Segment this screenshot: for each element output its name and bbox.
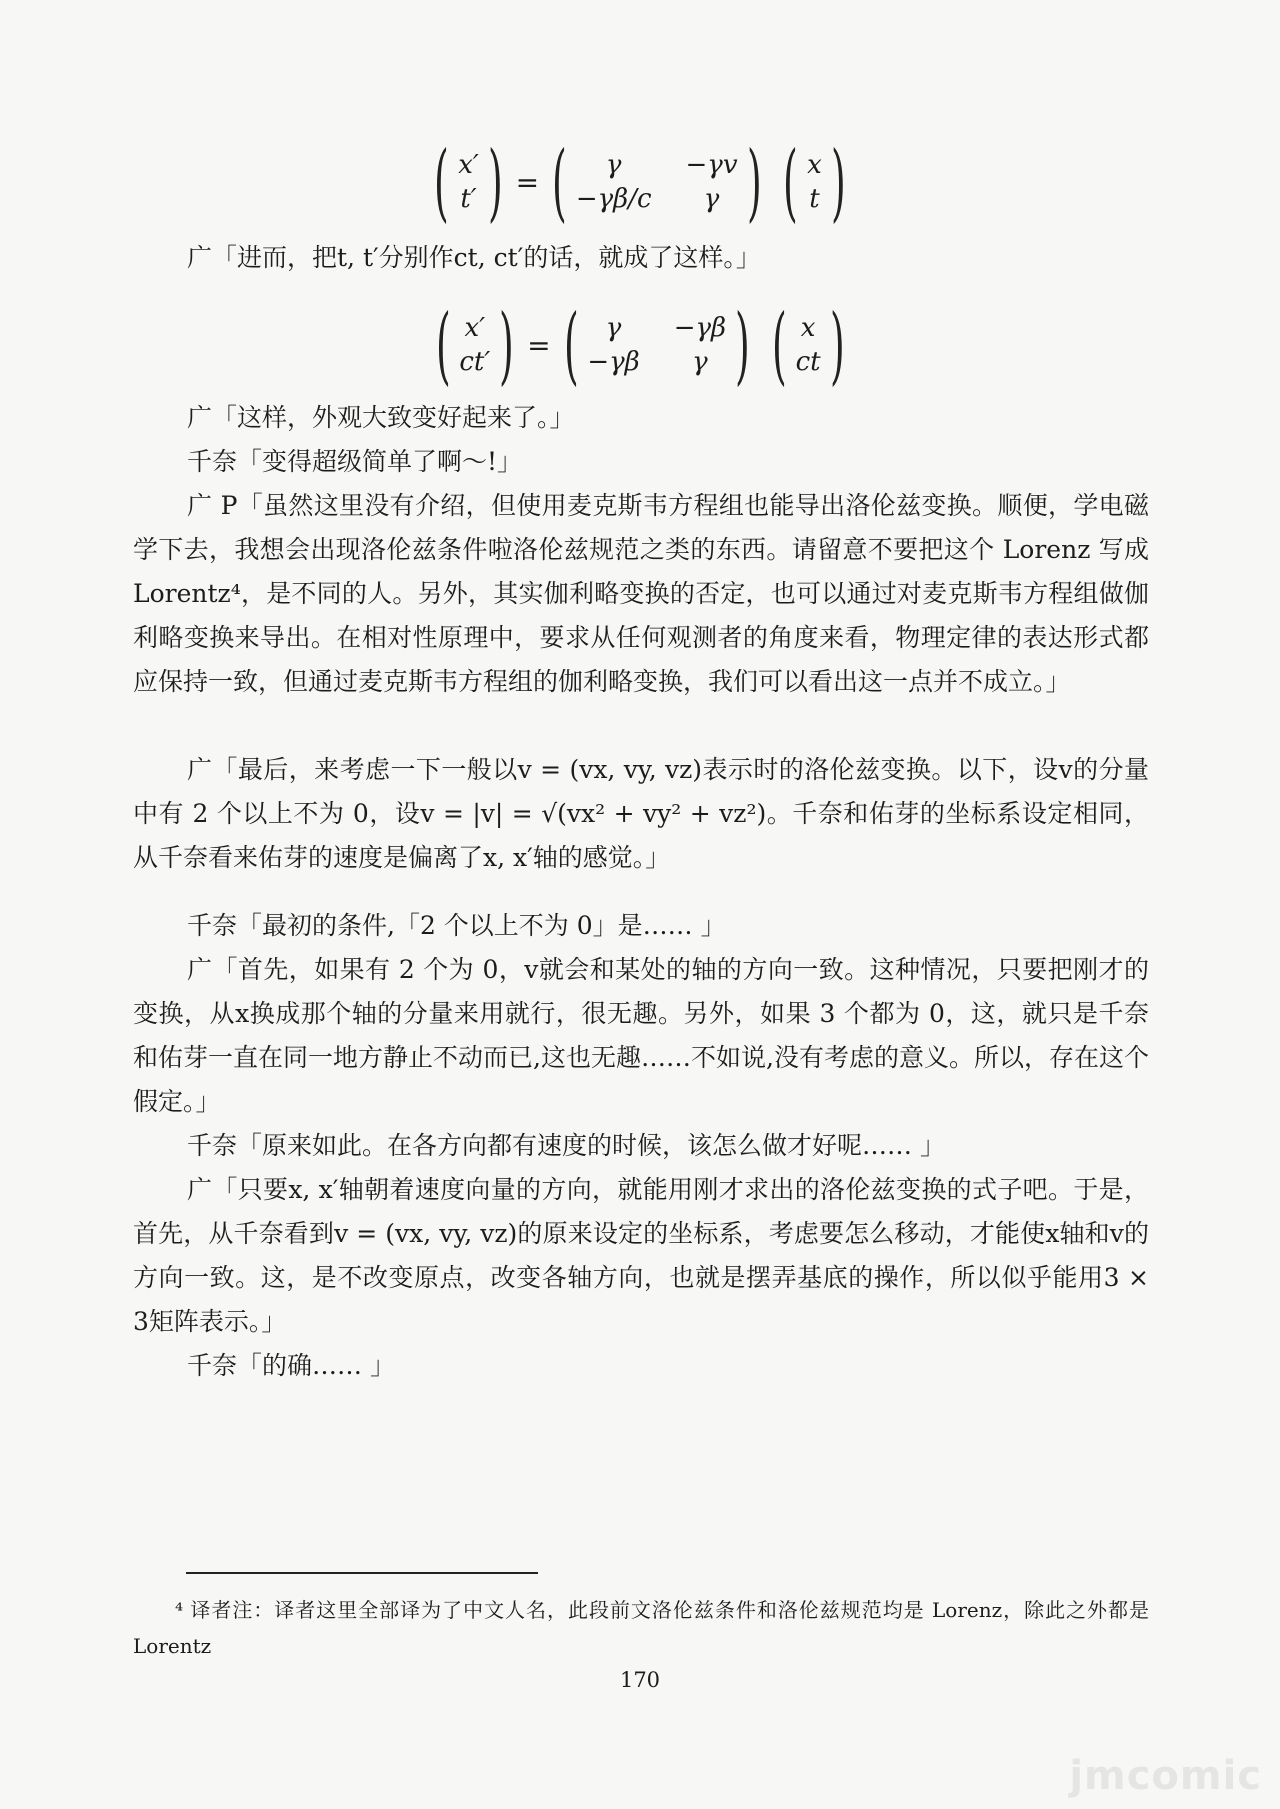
rhs-vector: ( x ct ) [771,296,845,394]
footnote-rule [186,1572,538,1574]
matrix-cell: γ [605,150,622,180]
matrix-cell: x′ [458,150,479,180]
equals-sign: = [527,328,551,362]
matrix-cell: ct′ [459,347,491,377]
matrix-cell: ct [795,347,821,377]
equation-1 [0,133,1280,231]
watermark-logo: jmcomic [1069,1753,1262,1799]
footnote: ⁴ 译者注：译者这里全部译为了中文人名，此段前文洛伦兹条件和洛伦兹规范均是 Lorenz，除此之外都是 Lorentz [133,1598,1149,1658]
matrix-cell: t [809,184,820,214]
matrix-cell: x [800,313,816,343]
matrix-cell: t′ [460,184,477,214]
paragraph: 广「首先，如果有 2 个为 0，v就会和某处的轴的方向一致。这种情况，只要把刚才的变换，从x换成那个轴的分量来用就行，很无趣。另外，如果 3 个都为 0，这，就只是千奈和佑芽一直在同一地方静止不动而已,这也无趣……不如说,没有考虑的意义。所以，存在这个假定。」 [133,955,1149,1116]
matrix-cell: −γβ [673,313,727,343]
dialogue-line: 广「这样，外观大致变好起来了。」 [187,403,575,432]
matrix-cell: x′ [464,313,486,343]
rhs-vector: ( x t ) [783,133,846,231]
page-number: 170 [619,1668,661,1692]
dialogue-line: 千奈「原来如此。在各方向都有速度的时候，该怎么做才好呢…… 」 [187,1131,945,1160]
paragraph: 广「只要x, x′轴朝着速度向量的方向，就能用刚才求出的洛伦兹变换的式子吧。于是，首先，从千奈看到v = (vx, vy, vz)的原来设定的坐标系，考虑要怎么移动，才能使x轴和v的方向一致。这，是不改变原点，改变各轴方向，也就是摆弄基底的操作，所以似乎能用3 × 3矩阵表示。」 [133,1175,1149,1336]
matrix-cell: γ [605,313,622,343]
matrix-cell: −γβ/c [575,184,652,214]
dialogue-line: 千奈「变得超级简单了啊～!」 [187,447,523,476]
lhs-vector: ( x′ ct′ ) [435,296,515,394]
matrix-cell: −γβ [587,347,640,377]
equals-sign: = [515,165,540,199]
dialogue-line: 千奈「最初的条件,「2 个以上不为 0」是…… 」 [187,911,726,940]
transform-matrix: ( γ −γβ −γβ γ ) [563,296,750,394]
transform-matrix: ( γ −γv −γβ/c γ ) [552,133,762,231]
dialogue-line: 广「进而，把t, t′分别作ct, ct′的话，就成了这样。」 [187,243,761,272]
lhs-vector: ( x′ t′ ) [434,133,503,231]
paragraph: 广 P「虽然这里没有介绍，但使用麦克斯韦方程组也能导出洛伦兹变换。顺便，学电磁学下去，我想会出现洛伦兹条件啦洛伦兹规范之类的东西。请留意不要把这个 Lorenz 写成 Lorentz⁴，是不同的人。另外，其实伽利略变换的否定，也可以通过对麦克斯韦方程组做伽利略变换来导出。在相对性原理中，要求从任何观测者的角度来看，物理定律的表达形式都应保持一致，但通过麦克斯韦方程组的伽利略变换，我们可以看出这一点并不成立。」 [133,491,1149,696]
matrix-cell: γ [692,347,708,377]
matrix-cell: γ [703,184,720,214]
dialogue-line: 千奈「的确…… 」 [187,1351,395,1380]
matrix-cell: x [807,150,822,180]
paragraph: 广「最后，来考虑一下一般以v = (vx, vy, vz)表示时的洛伦兹变换。以下，设v的分量中有 2 个以上不为 0，设v = |v| = √(vx² + vy² + vz²)。千奈和佑芽的坐标系设定相同，从千奈看来佑芽的速度是偏离了x, x′轴的感觉。」 [133,755,1149,872]
matrix-cell: −γv [685,150,738,180]
equation-2 [0,296,1280,394]
